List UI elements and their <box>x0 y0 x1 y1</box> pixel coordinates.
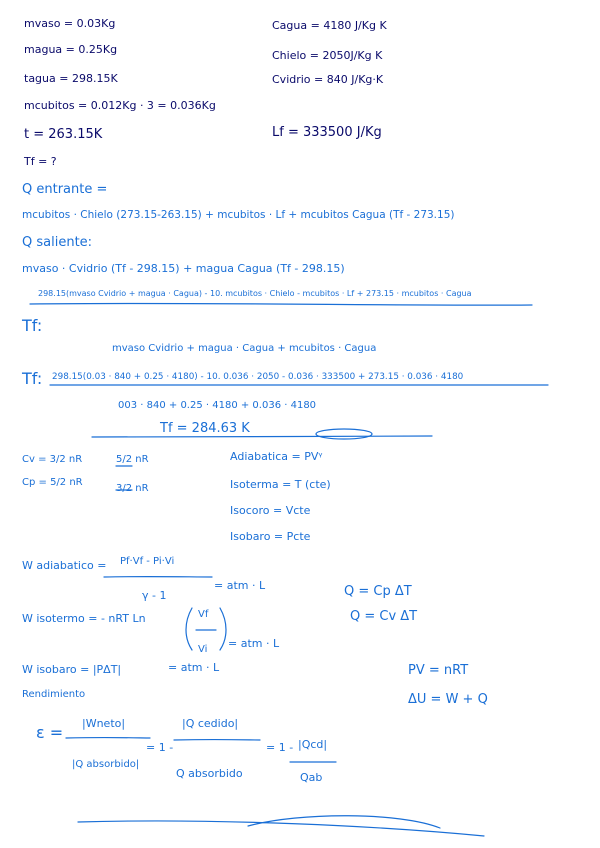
efficiency-num1: |Wneto| <box>82 717 126 730</box>
efficiency-den1: |Q absorbido| <box>72 759 140 770</box>
law-first: ΔU = W + Q <box>408 692 488 707</box>
rendimiento-heading: Rendimiento <box>22 689 86 700</box>
process-isoterma: Isoterma = T (cte) <box>230 478 331 491</box>
tf-result-scribble <box>316 429 372 439</box>
w-isotermo-frac-den: Vi <box>198 644 208 655</box>
q-entrante-heading: Q entrante = <box>22 182 108 197</box>
efficiency-epsilon: ε = <box>36 723 64 742</box>
tf-result: Tf = 284.63 K <box>160 421 250 436</box>
w-adiabatico-unit: = atm · L <box>214 579 266 592</box>
w-isotermo-unit: = atm · L <box>228 637 280 650</box>
efficiency-eq2: = 1 - <box>146 741 174 754</box>
given-tf: Tf = ? <box>24 155 57 168</box>
w-isotermo-paren-open <box>186 608 192 650</box>
cv-alt: 5/2 nR <box>116 454 149 465</box>
given-magua: magua = 0.25Kg <box>24 43 118 56</box>
cp-alt: 3/2 nR <box>116 483 149 494</box>
tf-numerator-numeric: 298.15(0.03 · 840 + 0.25 · 4180) - 10. 0.036 · 2050 - 0.036 · 333500 + 273.15 · 0.036 · 4180 <box>52 372 464 382</box>
law-ideal-gas: PV = nRT <box>408 663 469 678</box>
q-saliente-expanded: 298.15(mvaso Cvidrio + magua · Cagua) - 10. mcubitos · Chielo - mcubitos · Lf + 273.15 · mcubitos · Cagua <box>38 289 472 298</box>
given-tagua: tagua = 298.15K <box>24 72 118 85</box>
q-saliente-heading: Q saliente: <box>22 235 93 250</box>
w-isotermo-lhs: W isotermo = - nRT Ln <box>22 612 146 625</box>
efficiency-den3: Qab <box>300 771 323 784</box>
cv-formula: Cv = 3/2 nR <box>22 454 83 465</box>
given-mvaso: mvaso = 0.03Kg <box>24 17 116 30</box>
w-isobaro: W isobaro = |PΔT| <box>22 663 122 676</box>
q-saliente-expr: mvaso · Cvidrio (Tf - 298.15) + magua Cagua (Tf - 298.15) <box>22 262 345 275</box>
q-entrante-expr: mcubitos · Chielo (273.15-263.15) + mcubitos · Lf + mcubitos Cagua (Tf - 273.15) <box>22 209 455 221</box>
w-adiabatico-lhs: W adiabatico = <box>22 559 107 572</box>
w-isotermo-paren-close <box>220 608 226 650</box>
efficiency-den2: Q absorbido <box>176 767 243 780</box>
tf-label: Tf: <box>22 316 43 335</box>
cp-formula: Cp = 5/2 nR <box>22 477 83 488</box>
q-saliente-underline <box>30 303 532 305</box>
w-adiabatico-den: γ - 1 <box>142 589 167 602</box>
given-lf: Lf = 333500 J/Kg <box>272 125 382 140</box>
heat-q-cp: Q = Cp ΔT <box>344 584 412 599</box>
given-cagua: Cagua = 4180 J/Kg K <box>272 19 387 32</box>
w-isobaro-unit: = atm · L <box>168 661 220 674</box>
tf-denominator-numeric: 003 · 840 + 0.25 · 4180 + 0.036 · 4180 <box>118 400 317 411</box>
given-cvidrio: Cvidrio = 840 J/Kg·K <box>272 73 384 86</box>
heat-q-cv: Q = Cv ΔT <box>350 609 418 624</box>
tf-denominator-symbolic: mvaso Cvidrio + magua · Cagua + mcubitos · Cagua <box>112 343 377 354</box>
given-t: t = 263.15K <box>24 127 103 142</box>
given-mcubitos: mcubitos = 0.012Kg · 3 = 0.036Kg <box>24 99 216 112</box>
efficiency-eq3: = 1 - <box>266 741 294 754</box>
w-isotermo-frac-num: Vf <box>198 609 209 620</box>
tf-result-rule <box>92 436 432 437</box>
tf-label-2: Tf: <box>22 369 43 388</box>
process-adiabatica: Adiabatica = PVᵞ <box>230 450 323 463</box>
bottom-scribble <box>78 816 484 836</box>
process-isocoro: Isocoro = Vcte <box>230 504 311 517</box>
efficiency-num2: |Q cedido| <box>182 717 239 730</box>
efficiency-num3: |Qcd| <box>298 738 328 751</box>
w-adiabatico-num: Pf·Vf - Pi·Vi <box>120 556 175 567</box>
given-chielo: Chielo = 2050J/Kg K <box>272 49 383 62</box>
process-isobaro: Isobaro = Pcte <box>230 530 311 543</box>
